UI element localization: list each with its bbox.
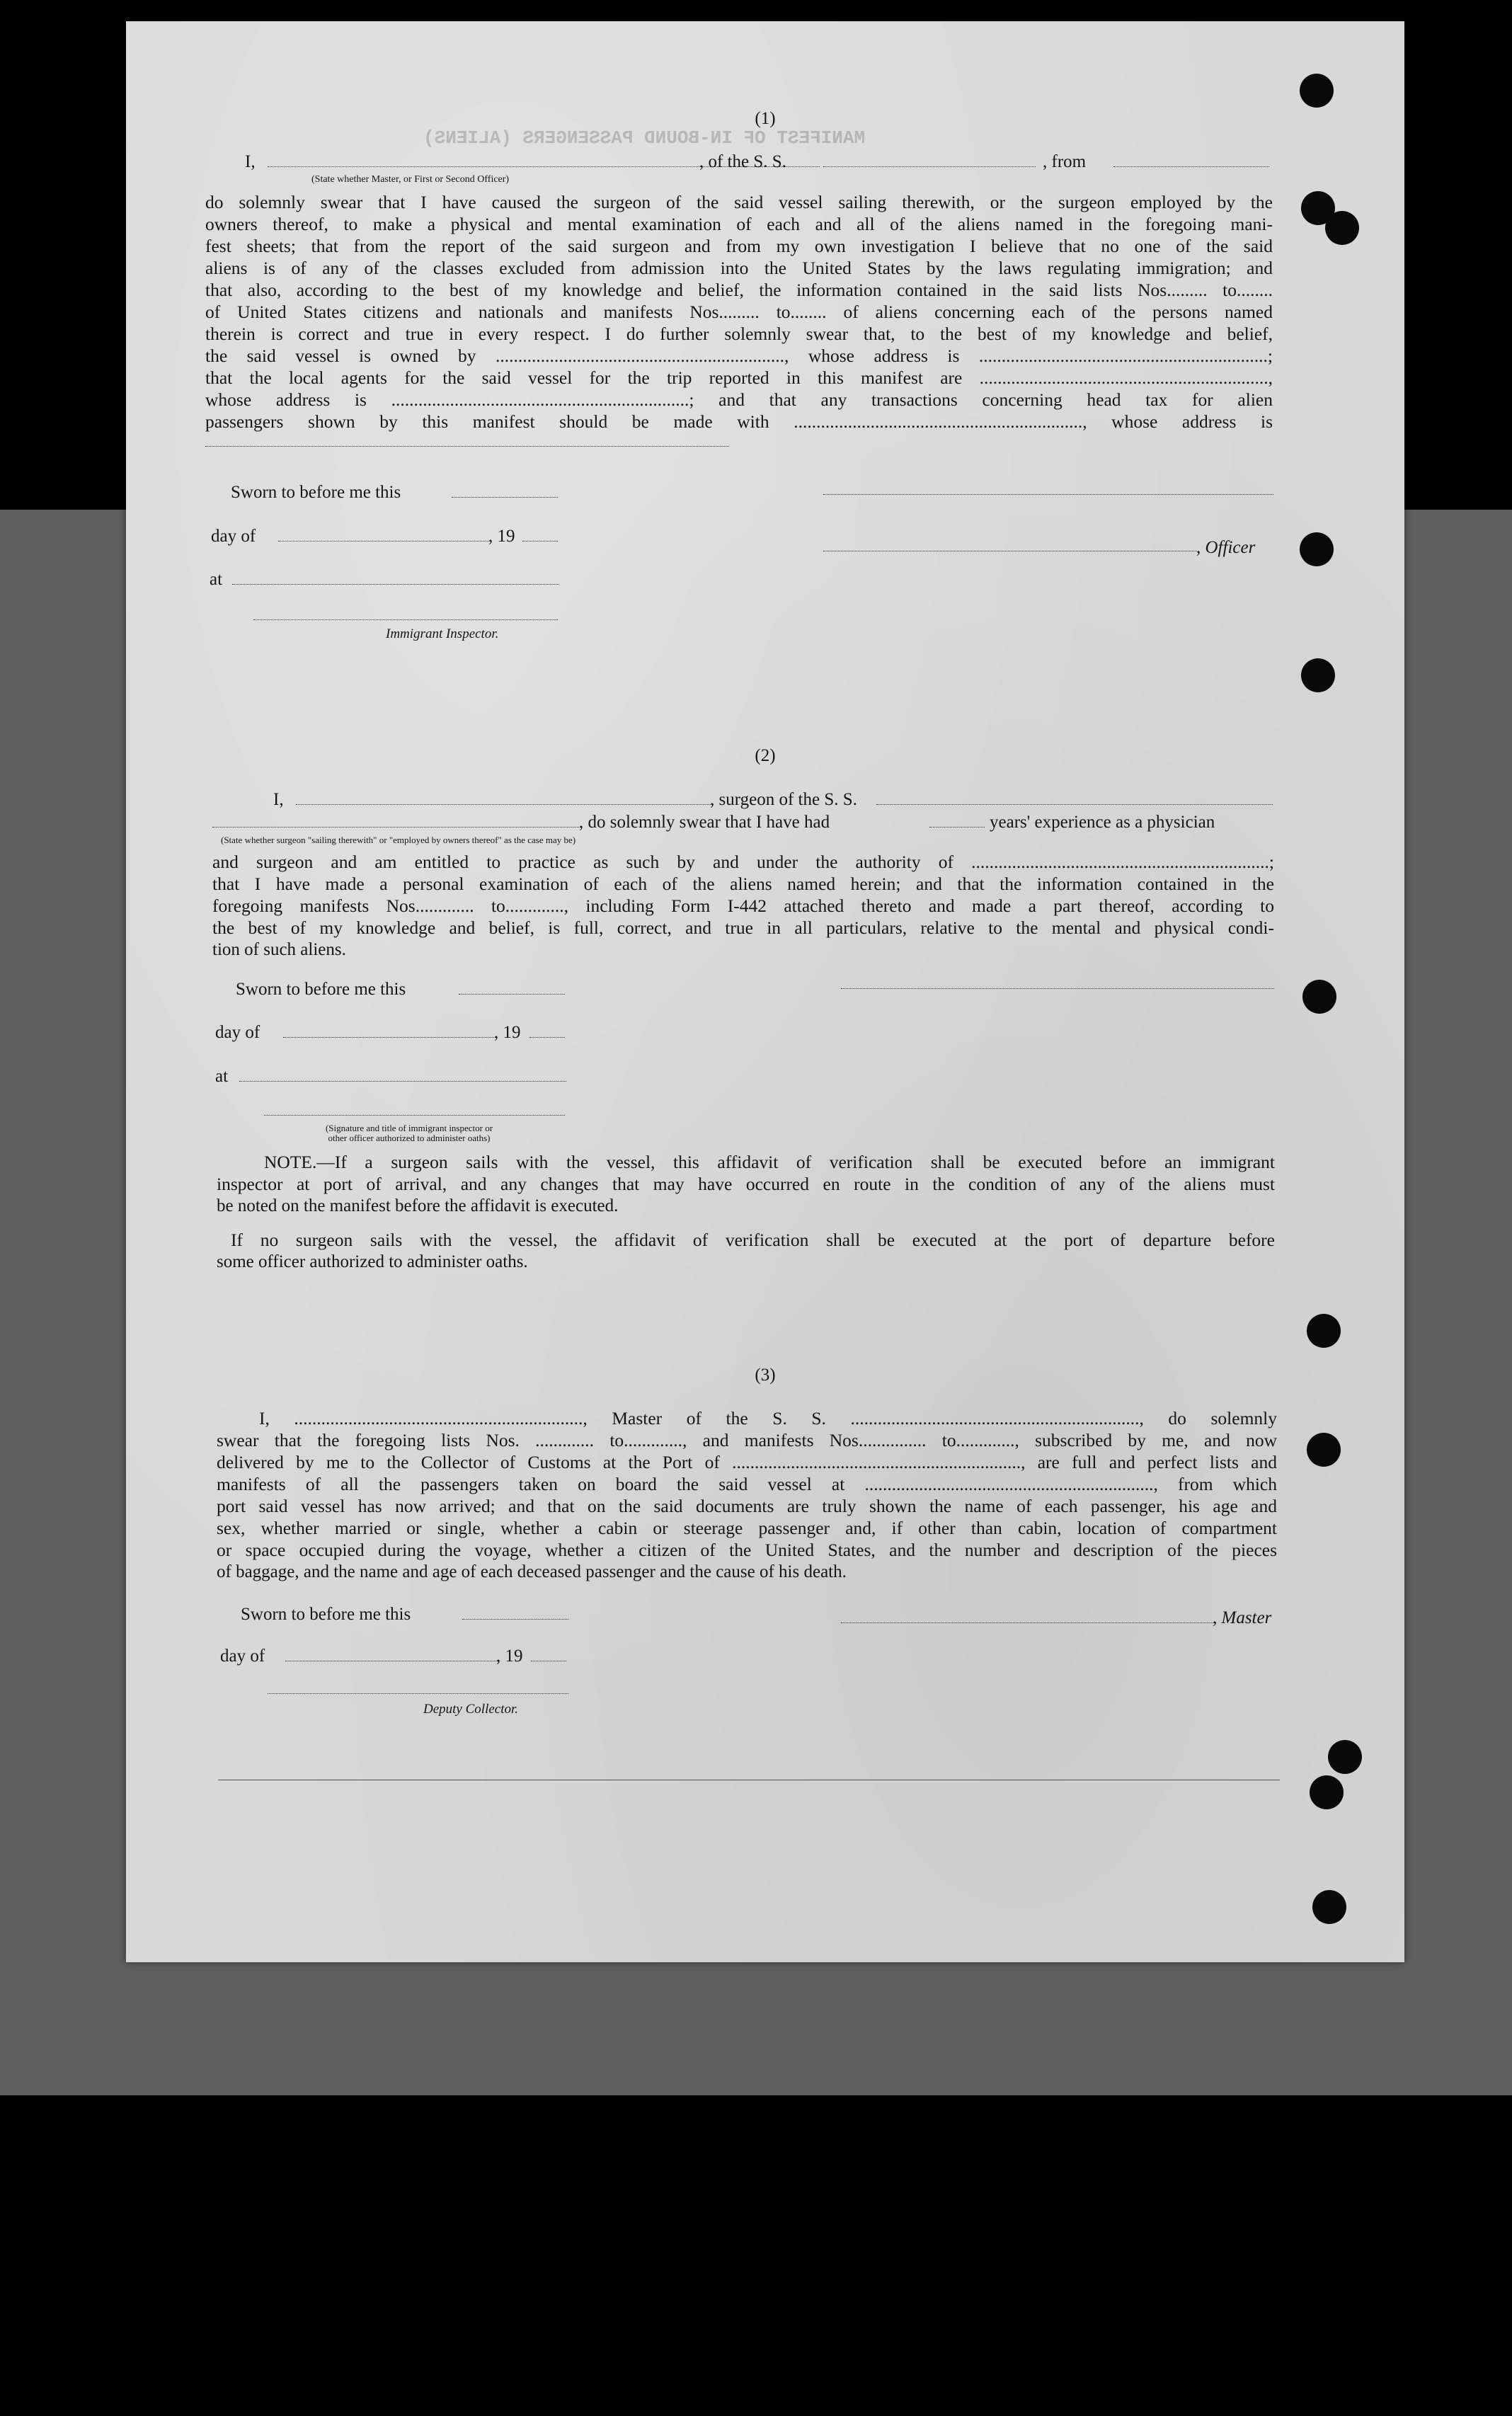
section-1-inspector-blank <box>253 619 558 620</box>
section-2-line-2: that I have made a personal examination of each of the aliens named herein; and that the information contained in the <box>212 874 1274 894</box>
section-2-years-blank <box>929 827 985 828</box>
section-2-line-1: and surgeon and am entitled to practice as such by and under the authority of ..................................................................; <box>212 852 1274 872</box>
manifest-back-page <box>126 21 1404 1962</box>
section-3-deputy: Deputy Collector. <box>423 1702 519 1717</box>
punch-hole <box>1310 1775 1344 1809</box>
section-2-years: years' experience as a physician <box>990 813 1215 832</box>
section-1-line-11: passengers shown by this manifest should be made with ................................................................, whose address is <box>205 411 1273 432</box>
section-1-address-blank <box>205 446 729 447</box>
section-1-at-blank <box>232 584 559 585</box>
section-3-master-blank <box>841 1622 1216 1623</box>
section-2-sig-caption-2: other officer authorized to administer oaths) <box>328 1133 491 1143</box>
section-1-year: , 19 <box>488 527 515 546</box>
section-2-ship-blank <box>876 804 1273 805</box>
section-2-sworn-blank <box>459 994 565 995</box>
section-3-day-of: day of <box>220 1647 265 1666</box>
section-3-line-3: delivered by me to the Collector of Customs at the Port of ................................................................, are full and perfect lists and <box>217 1452 1277 1472</box>
section-1-line-3: fest sheets; that from the report of the said surgeon and from my own investigation I believe that no one of the said <box>205 236 1273 256</box>
section-2-caption: (State whether surgeon "sailing therewith" or "employed by owners thereof" as the case may be) <box>221 835 576 845</box>
section-1-caption: (State whether Master, or First or Second Officer) <box>311 174 510 185</box>
punch-hole <box>1302 980 1336 1014</box>
section-3-line-6: sex, whether married or single, whether a cabin or steerage passenger and, if other than cabin, location of compartment <box>217 1518 1277 1538</box>
section-1-sworn: Sworn to before me this <box>231 483 401 502</box>
section-1-line-7: therein is correct and true in every respect. I do further solemnly swear that, to the best of my knowledge and belief, <box>205 324 1273 344</box>
section-3-line-5: port said vessel has now arrived; and that on the said documents are truly shown the name of each passenger, his age and <box>217 1496 1277 1516</box>
section-1-from: , from <box>1043 152 1087 171</box>
section-1-inspector: Immigrant Inspector. <box>386 626 499 641</box>
section-1-line-9: that the local agents for the said vessel for the trip reported in this manifest are ................................................................, <box>205 367 1273 388</box>
section-2-line-5: tion of such aliens. <box>212 940 346 959</box>
section-3-number: (3) <box>755 1366 776 1385</box>
section-1-line-1: do solemnly swear that I have caused the surgeon of the said vessel sailing therewith, or the surgeon employed by the <box>205 192 1273 212</box>
section-1-line-8: the said vessel is owned by ................................................................, whose address is ................................................................; <box>205 345 1273 366</box>
section-3-year: , 19 <box>496 1647 523 1666</box>
section-2-at: at <box>215 1067 229 1086</box>
section-1-i: I, <box>245 152 256 171</box>
section-1-sworn-blank <box>452 497 558 498</box>
section-3-line-1: I, ................................................................, Master of the S. S. ................................................................, do solemnly <box>259 1408 1277 1429</box>
section-2-i: I, <box>273 790 284 809</box>
section-3-sworn-blank <box>462 1619 568 1620</box>
punch-hole <box>1301 658 1335 692</box>
section-1-year-blank <box>522 541 558 542</box>
section-1-of-ss: , of the S. S. <box>699 152 786 171</box>
section-1-line-4: aliens is of any of the classes excluded from admission into the United States by the laws regulating immigration; and <box>205 258 1273 278</box>
punch-hole <box>1300 532 1334 566</box>
note-line-2: inspector at port of arrival, and any changes that may have occurred en route in the condition of any of the aliens must <box>217 1174 1275 1194</box>
section-1-number: (1) <box>755 109 776 128</box>
section-1-line-5: that also, according to the best of my knowledge and belief, the information contained in the said lists Nos......... to........ <box>205 280 1273 300</box>
section-2-day-blank <box>283 1037 496 1038</box>
section-3-master: , Master <box>1213 1608 1272 1627</box>
section-2-year-blank <box>529 1037 565 1038</box>
section-1-ship-blank <box>823 166 1036 167</box>
section-1-line-6: of United States citizens and nationals and manifests Nos......... to........ of aliens concerning each of the persons named <box>205 302 1273 322</box>
section-3-line-7: or space occupied during the voyage, whether a citizen of the United States, and the number and description of the pieces <box>217 1540 1277 1560</box>
section-2-day-of: day of <box>215 1023 260 1042</box>
punch-hole <box>1312 1890 1346 1924</box>
section-2-sig-caption-1: (Signature and title of immigrant inspector or <box>325 1123 493 1133</box>
section-2-surgeon: , surgeon of the S. S. <box>710 790 857 809</box>
section-2-line-4: the best of my knowledge and belief, is full, correct, and true in all particulars, relative to the mental and physical condi- <box>212 917 1274 938</box>
punch-hole <box>1300 74 1334 108</box>
section-1-day-blank <box>278 541 491 542</box>
punch-hole <box>1328 1740 1362 1774</box>
section-2-at-blank <box>239 1081 566 1082</box>
section-3-sworn: Sworn to before me this <box>241 1605 411 1624</box>
punch-hole <box>1307 1433 1341 1467</box>
section-2-swear: , do solemnly swear that I have had <box>579 813 830 832</box>
section-2-sworn: Sworn to before me this <box>236 980 406 999</box>
note-line-3: be noted on the manifest before the affidavit is executed. <box>217 1196 619 1215</box>
section-1-from-blank <box>1113 166 1269 167</box>
section-2-role-blank <box>212 827 580 828</box>
section-2-inspector-blank <box>264 1115 565 1116</box>
section-3-deputy-blank <box>268 1693 568 1694</box>
section-1-day-of: day of <box>211 527 256 546</box>
section-2-signature-blank <box>841 988 1274 989</box>
section-1-signature-blank <box>823 494 1273 495</box>
section-3-line-2: swear that the foregoing lists Nos. ............. to............., and manifests Nos............... to............., subscribed by me, and now <box>217 1430 1277 1450</box>
note-line-5: some officer authorized to administer oaths. <box>217 1252 528 1271</box>
punch-hole <box>1325 211 1359 245</box>
section-2-line-3: foregoing manifests Nos............. to............., including Form I-442 attached thereto and made a part thereof, according to <box>212 895 1274 916</box>
section-2-surgeon-blank <box>296 804 714 805</box>
section-1-at: at <box>210 570 223 589</box>
bleed-through: MANIFEST OF IN-BOUND PASSENGERS (ALIENS) <box>423 127 866 149</box>
section-2-year: , 19 <box>494 1023 521 1042</box>
section-3-line-8: of baggage, and the name and age of each deceased passenger and the cause of his death. <box>217 1562 847 1581</box>
section-2-number: (2) <box>755 746 776 765</box>
punch-hole <box>1307 1314 1341 1348</box>
section-1-line-2: owners thereof, to make a physical and mental examination of each and all of the aliens named in the foregoing mani- <box>205 214 1273 234</box>
note-line-4: If no surgeon sails with the vessel, the affidavit of verification shall be executed at the port of departure before <box>231 1230 1275 1250</box>
section-1-line-10: whose address is ..................................................................; and that any transactions concerning head tax for alien <box>205 389 1273 410</box>
note-line-1: NOTE.—If a surgeon sails with the vessel, this affidavit of verification shall be executed before an immigrant <box>264 1152 1275 1172</box>
section-3-line-4: manifests of all the passengers taken on board the said vessel at ................................................................, from which <box>217 1474 1277 1494</box>
section-1-officer: , Officer <box>1196 538 1256 557</box>
